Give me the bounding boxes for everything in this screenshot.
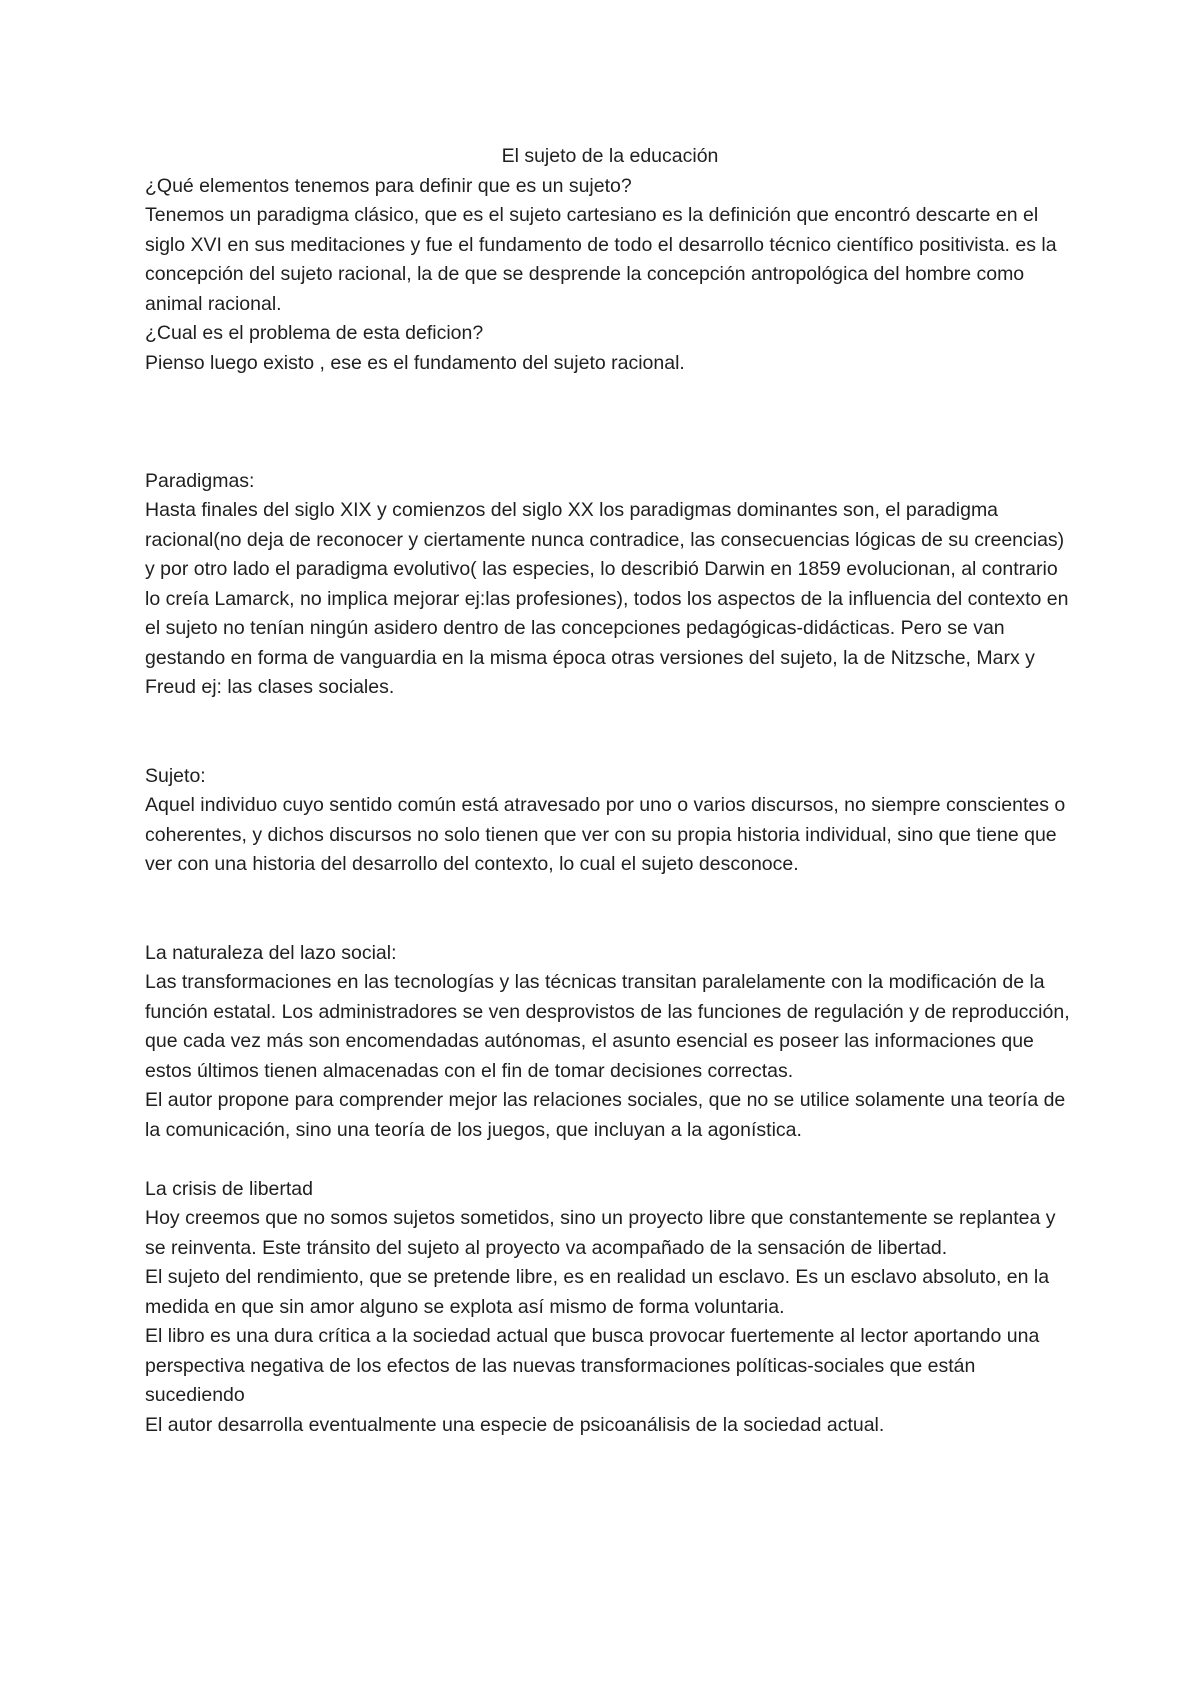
crisis-libertad-heading: La crisis de libertad [145, 1177, 313, 1200]
spacer [145, 1145, 1075, 1175]
sujeto-heading: Sujeto: [145, 764, 206, 787]
spacer [145, 378, 1075, 467]
intro-question-2: ¿Cual es el problema de esta deficion? [145, 322, 484, 344]
lazo-social-paragraph-1: Las transformaciones en las tecnologías y las técnicas transitan paralelamente con la modificación de la función estatal. Los administradores se ven desprovistos de las funciones de regulación y de reproducción, que cada vez más son encomendadas autónomas, el asunto esencial es poseer las informaciones que estos últimos tienen almacenadas con el fin de tomar decisiones correctas. [145, 971, 1070, 1082]
spacer [145, 880, 1075, 939]
document-title: El sujeto de la educación [501, 145, 719, 167]
intro-answer-2: Pienso luego existo , ese es el fundamento del sujeto racional. [145, 351, 685, 374]
lazo-social-paragraph-2: El autor propone para comprender mejor las relaciones sociales, que no se utilice solamente una teoría de la comunicación, sino una teoría de los juegos, que incluyan a la agonística. [145, 1089, 1066, 1141]
paradigmas-paragraph: Hasta finales del siglo XIX y comienzos del siglo XX los paradigmas dominantes son, el paradigma racional(no deja de reconocer y ciertamente nunca contradice, las consecuencias lógicas de su creencias) y por otro lado el paradigma evolutivo( las especies, lo describió Darwin en 1859 evolucionan, al contrario lo creía Lamarck, no implica mejorar ej:las profesiones), todos los aspectos de la influencia del contexto en el sujeto no tenían ningún asidero dentro de las concepciones pedagógicas-didácticas. Pero se van gestando en forma de vanguardia en la misma época otras versiones del sujeto, la de Nitzsche, Marx y Freud ej: las clases sociales. [145, 499, 1069, 698]
lazo-social-heading: La naturaleza del lazo social: [145, 941, 397, 964]
crisis-libertad-paragraph-1: Hoy creemos que no somos sujetos sometidos, sino un proyecto libre que constantemente se replantea y se reinventa. Este tránsito del sujeto al proyecto va acompañado de la sensación de libertad. [145, 1207, 1056, 1259]
crisis-libertad-paragraph-4: El autor desarrolla eventualmente una especie de psicoanálisis de la sociedad actual. [145, 1413, 885, 1436]
sujeto-paragraph: Aquel individuo cuyo sentido común está atravesado por uno o varios discursos, no siempre conscientes o coherentes, y dichos discursos no solo tienen que ver con su propia historia individual, sino que tiene que ver con una historia del desarrollo del contexto, lo cual el sujeto desconoce. [145, 794, 1066, 875]
paradigmas-heading: Paradigmas: [145, 469, 255, 492]
spacer [145, 703, 1075, 762]
crisis-libertad-paragraph-3: El libro es una dura crítica a la sociedad actual que busca provocar fuertemente al lector aportando una perspectiva negativa de los efectos de las nuevas transformaciones políticas-sociales que están sucediendo [145, 1325, 1040, 1406]
document-page [145, 142, 1075, 1440]
intro-answer-1: Tenemos un paradigma clásico, que es el sujeto cartesiano es la definición que encontró descarte en el siglo XVI en sus meditaciones y fue el fundamento de todo el desarrollo técnico científico positivista. es la concepción del sujeto racional, la de que se desprende la concepción antropológica del hombre como animal racional. [145, 204, 1057, 315]
intro-question-1: ¿Qué elementos tenemos para definir que es un sujeto? [145, 174, 632, 197]
crisis-libertad-paragraph-2: El sujeto del rendimiento, que se pretende libre, es en realidad un esclavo. Es un esclavo absoluto, en la medida en que sin amor alguno se explota así mismo de forma voluntaria. [145, 1266, 1050, 1318]
